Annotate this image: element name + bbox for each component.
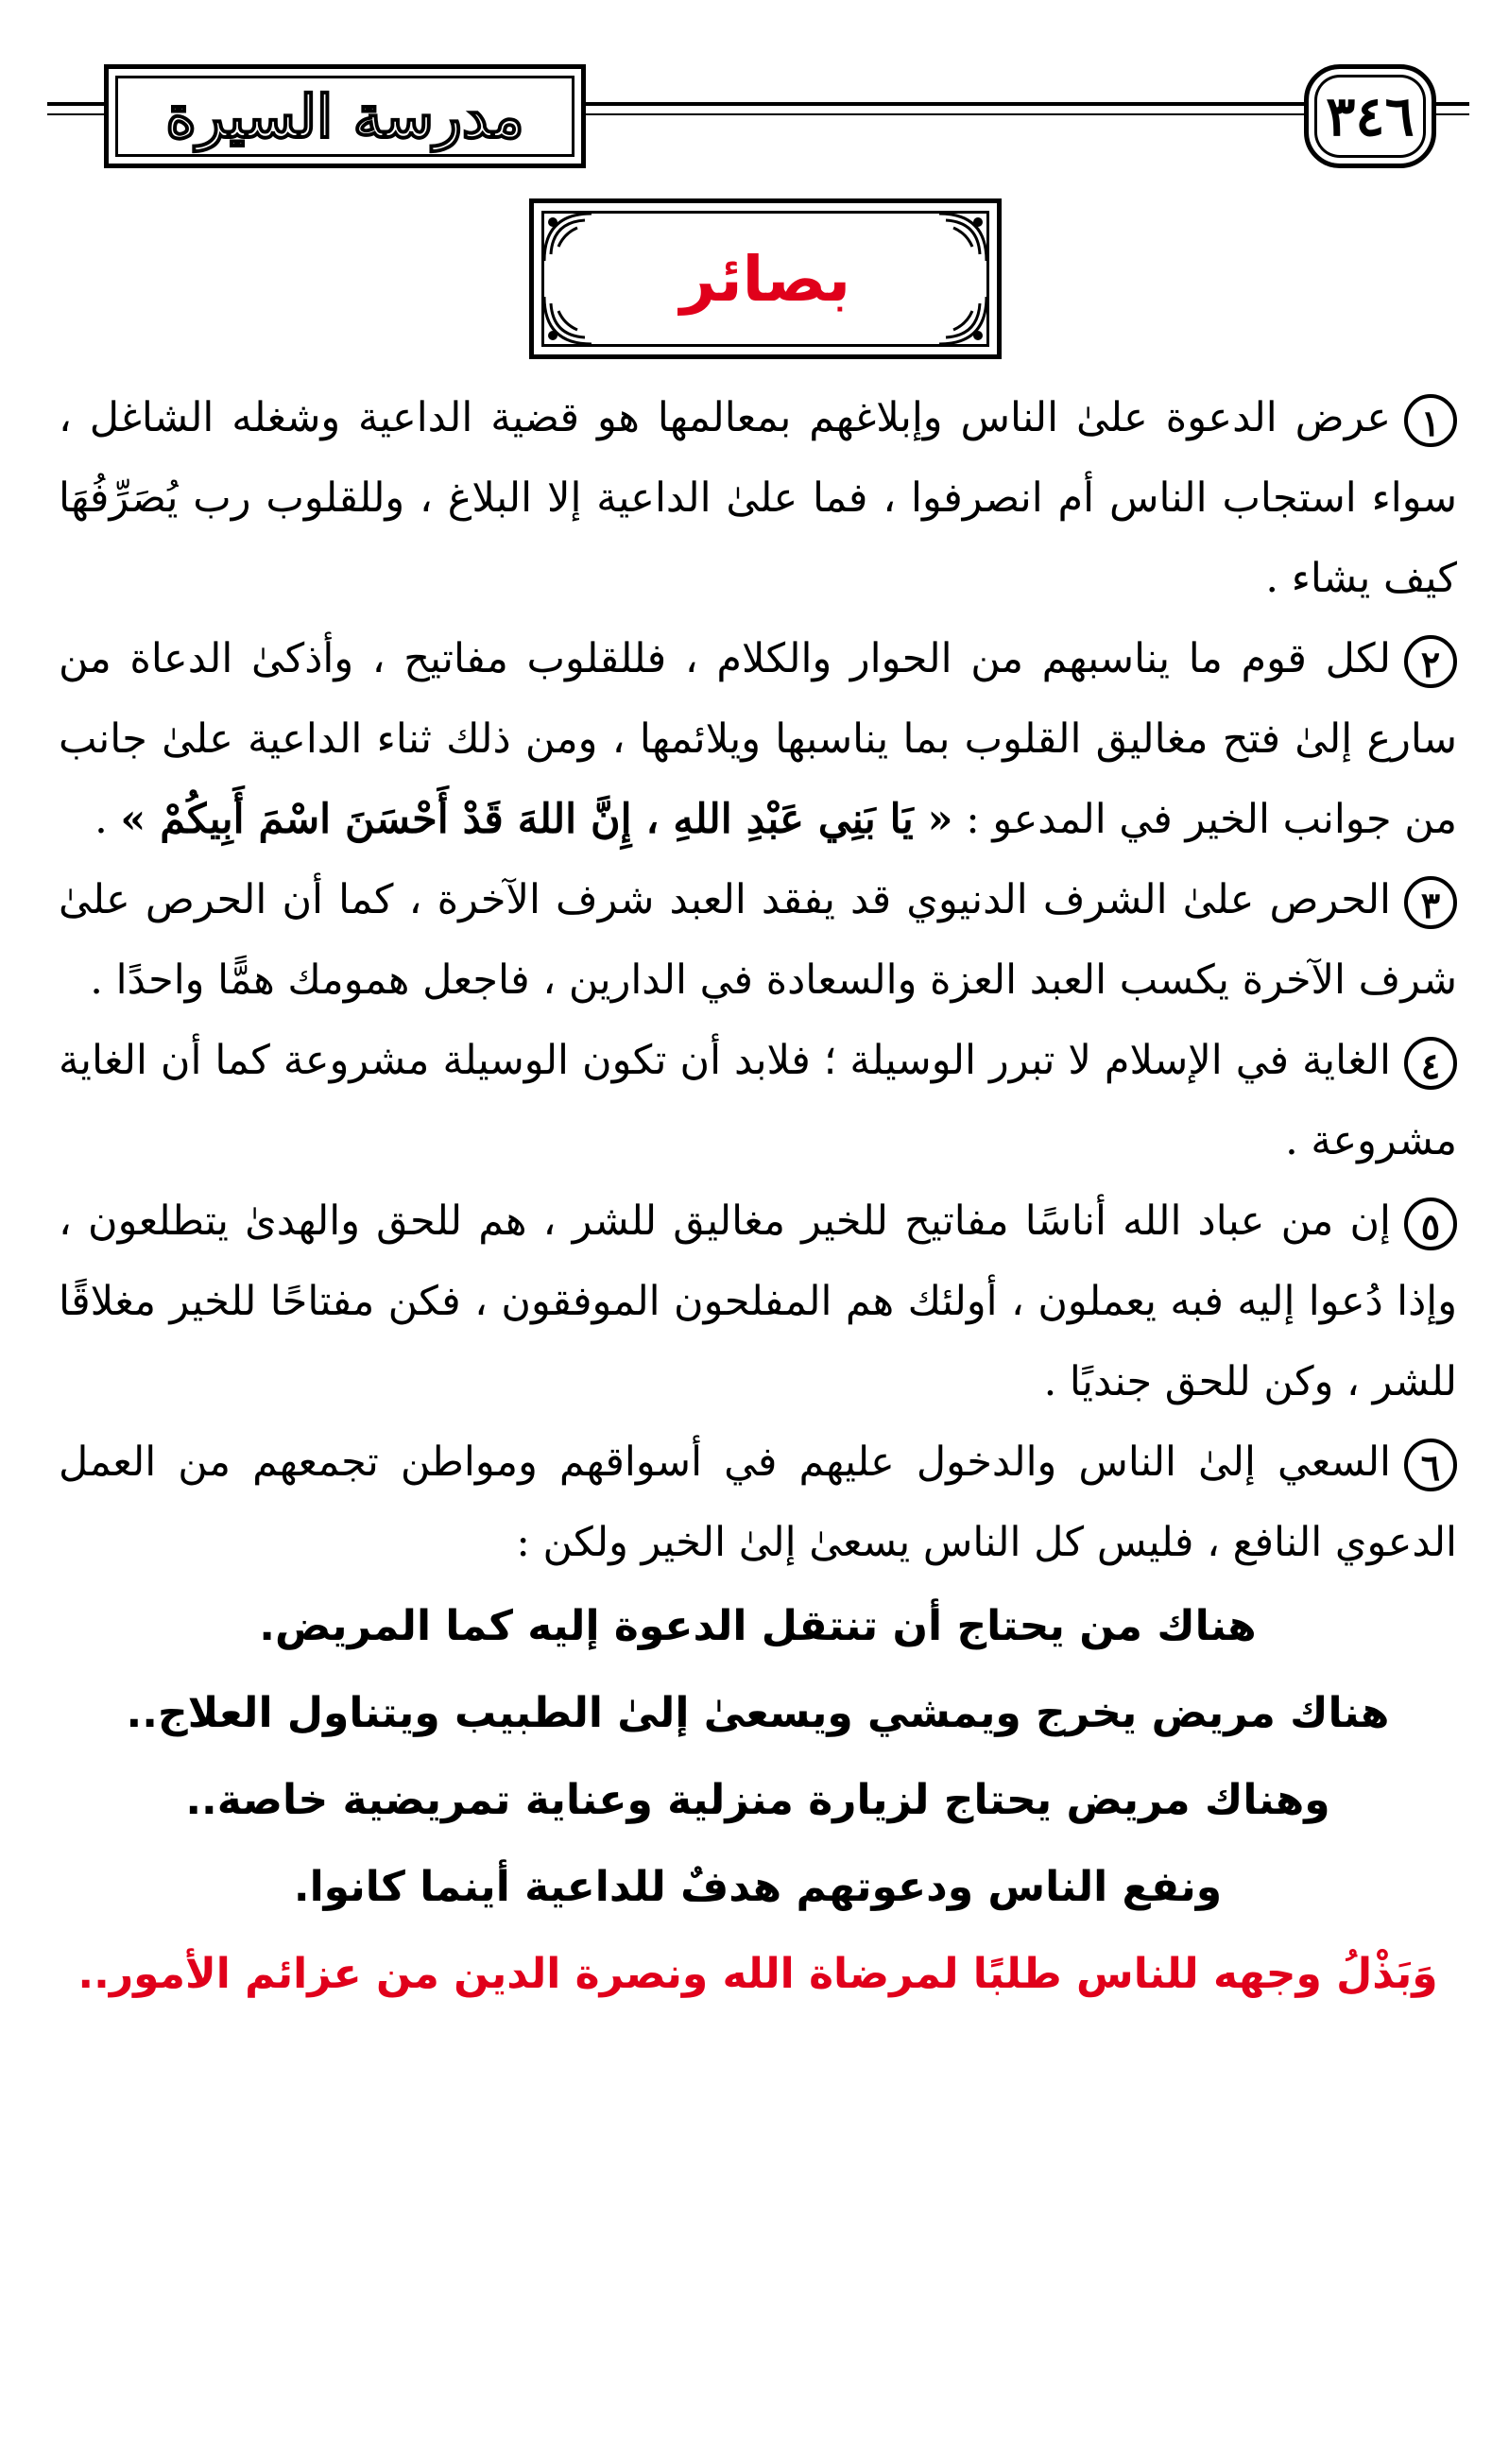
book-title: مدرسة السيرة — [165, 81, 524, 151]
page-header — [47, 45, 1469, 149]
item-text: إن من عباد الله أناسًا مفاتيح للخير مغاليق للشر ، هم للحق والهدىٰ يتطلعون ، وإذا دُعوا إليه فبه يعملون ، أولئك هم المفلحون الموفقون ، فكن مفتاحًا للخير مغلاقًا للشر ، وكن للحق جنديًا . — [59, 1198, 1457, 1405]
item-text: لكل قوم ما يناسبهم من الحوار والكلام ، فللقلوب مفاتيح ، وأذكىٰ الدعاة من سارع إلىٰ فتح مغاليق القلوب بما يناسبها ويلائمها ، ومن ذلك ثناء الداعية علىٰ جانب من جوانب الخير في المدعو : — [59, 635, 1457, 843]
hadith-quote: « يَا بَنِي عَبْدِ اللهِ ، إِنَّ اللهَ قَدْ أَحْسَنَ اسْمَ أَبِيكُمْ » — [120, 796, 953, 843]
centered-line: ونفع الناس ودعوتهم هدفٌ للداعية أينما كانوا. — [293, 1863, 1223, 1911]
item-text: عرض الدعوة علىٰ الناس وإبلاغهم بمعالمها هو قضية الداعية وشغله الشاغل ، سواء استجاب الناس أم انصرفوا ، فما علىٰ الداعية إلا البلاغ ، وللقلوب رب يُصَرِّفُهَا كيف يشاء . — [59, 394, 1457, 602]
corner-ornament-icon — [540, 292, 596, 349]
item-end: . — [94, 796, 121, 843]
list-item — [59, 1422, 1457, 1583]
item-number: ٤ — [1404, 1037, 1457, 1090]
list-item — [59, 378, 1457, 619]
centered-line: وهناك مريض يحتاج لزيارة منزلية وعناية تمريضية خاصة.. — [185, 1776, 1330, 1824]
corner-ornament-icon — [935, 209, 991, 266]
item-number: ١ — [1404, 394, 1457, 447]
item-number: ٦ — [1404, 1439, 1457, 1491]
corner-ornament-icon — [935, 292, 991, 349]
centered-line: هناك مريض يخرج ويمشي ويسعىٰ إلىٰ الطبيب ويتناول العلاج.. — [126, 1689, 1390, 1737]
list-item — [59, 860, 1457, 1021]
section-title: بصائر — [679, 242, 851, 316]
item-number: ٣ — [1404, 876, 1457, 929]
page-number: ٣٤٦ — [1326, 84, 1415, 148]
list-item — [59, 619, 1457, 860]
item-number: ٢ — [1404, 635, 1457, 688]
item-text: الغاية في الإسلام لا تبرر الوسيلة ؛ فلابد أن تكون الوسيلة مشروعة كما أن الغاية مشروعة . — [59, 1037, 1457, 1164]
list-item — [59, 1181, 1457, 1422]
item-number: ٥ — [1404, 1198, 1457, 1250]
centered-line: هناك من يحتاج أن تنتقل الدعوة إليه كما المريض. — [259, 1602, 1257, 1650]
list-item — [59, 1021, 1457, 1181]
item-text: الحرص علىٰ الشرف الدنيوي قد يفقد العبد شرف الآخرة ، كما أن الحرص علىٰ شرف الآخرة يكسب العبد العزة والسعادة في الدارين ، فاجعل همومك همًّا واحدًا . — [59, 876, 1457, 1004]
page-body — [59, 378, 1457, 2018]
section-title-frame — [529, 198, 1002, 359]
corner-ornament-icon — [540, 209, 596, 266]
book-title-frame — [104, 64, 586, 168]
page-number-frame — [1304, 64, 1436, 168]
closing-line: وَبَذْلُ وجهه للناس طلبًا لمرضاة الله ونصرة الدين من عزائم الأمور.. — [77, 1950, 1438, 1998]
item-text: السعي إلىٰ الناس والدخول عليهم في أسواقهم ومواطن تجمعهم من العمل الدعوي النافع ، فليس كل الناس يسعىٰ إلىٰ الخير ولكن : — [59, 1439, 1457, 1566]
